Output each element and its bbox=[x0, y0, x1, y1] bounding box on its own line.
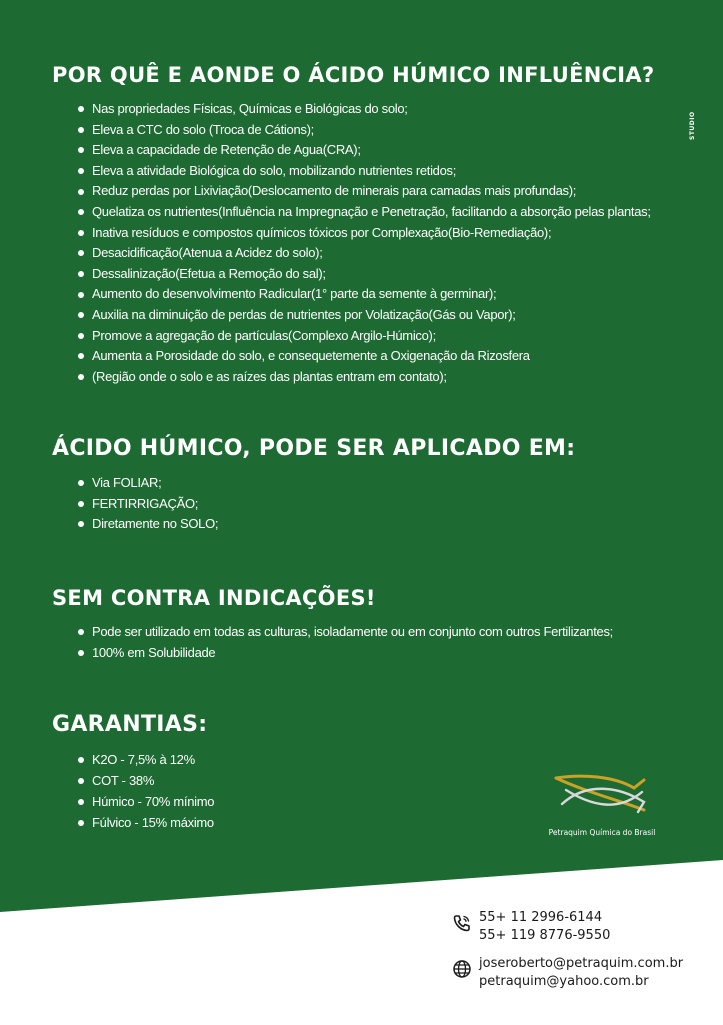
list-item: Eleva a capacidade de Retenção de Agua(CRA); bbox=[78, 140, 651, 161]
list-item: Quelatiza os nutrientes(Influência na Impregnação e Penetração, facilitando a absorção pelas plantas; bbox=[78, 202, 651, 223]
company-logo bbox=[532, 770, 672, 837]
list-item: Aumento do desenvolvimento Radicular(1° parte da semente à germinar); bbox=[78, 284, 651, 305]
list-item: Eleva a atividade Biológica do solo, mobilizando nutrientes retidos; bbox=[78, 161, 651, 182]
list-item: Diretamente no SOLO; bbox=[78, 514, 218, 535]
phone-number[interactable]: 55+ 11 2996-6144 bbox=[479, 910, 603, 925]
list-item: Fúlvico - 15% máximo bbox=[78, 812, 214, 833]
email-link[interactable]: joseroberto@petraquim.com.br bbox=[479, 956, 684, 971]
no-contraindications-list bbox=[78, 622, 613, 663]
fish-logo-icon bbox=[552, 770, 652, 820]
guarantees-list bbox=[78, 749, 214, 833]
company-name: Petraquim Química do Brasil bbox=[548, 828, 656, 837]
list-item: Inativa resíduos e compostos químicos tóxicos por Complexação(Bio-Remediação); bbox=[78, 223, 651, 244]
phone-number[interactable]: 55+ 119 8776-9550 bbox=[479, 928, 611, 943]
list-item: Nas propriedades Físicas, Químicas e Biológicas do solo; bbox=[78, 99, 651, 120]
email-link[interactable]: petraquim@yahoo.com.br bbox=[479, 974, 649, 989]
list-item: FERTIRRIGAÇÃO; bbox=[78, 494, 218, 515]
list-item: Promove a agregação de partículas(Complexo Argilo-Húmico); bbox=[78, 326, 651, 347]
list-item: 100% em Solubilidade bbox=[78, 643, 613, 664]
side-tag: STUDIO bbox=[689, 111, 696, 140]
list-item: Reduz perdas por Lixiviação(Deslocamento de minerais para camadas mais profundas); bbox=[78, 181, 651, 202]
section-title-no-contraindications: SEM CONTRA INDICAÇÕES! bbox=[52, 586, 376, 610]
list-item: Auxilia na diminuição de perdas de nutrientes por Volatização(Gás ou Vapor); bbox=[78, 305, 651, 326]
phone-icon bbox=[452, 913, 472, 933]
list-item: Desacidificação(Atenua a Acidez do solo); bbox=[78, 243, 651, 264]
globe-icon bbox=[452, 959, 472, 979]
list-item: Eleva a CTC do solo (Troca de Cátions); bbox=[78, 120, 651, 141]
list-item: K2O - 7,5% à 12% bbox=[78, 749, 214, 770]
section-title-guarantees: GARANTIAS: bbox=[52, 712, 208, 737]
section-title-application: ÁCIDO HÚMICO, PODE SER APLICADO EM: bbox=[52, 436, 576, 461]
list-item: Pode ser utilizado em todas as culturas, isoladamente ou em conjunto com outros Fertilizantes; bbox=[78, 622, 613, 643]
list-item: COT - 38% bbox=[78, 770, 214, 791]
list-item: Via FOLIAR; bbox=[78, 473, 218, 494]
list-item: (Região onde o solo e as raízes das plantas entram em contato); bbox=[78, 367, 651, 388]
list-item: Húmico - 70% mínimo bbox=[78, 791, 214, 812]
list-item: Dessalinização(Efetua a Remoção do sal); bbox=[78, 264, 651, 285]
section-title-influence: POR QUÊ E AONDE O ÁCIDO HÚMICO INFLUÊNCIA? bbox=[52, 63, 655, 87]
list-item: Aumenta a Porosidade do solo, e consequetemente a Oxigenação da Rizosfera bbox=[78, 346, 651, 367]
influence-list bbox=[78, 99, 651, 387]
application-list bbox=[78, 473, 218, 535]
